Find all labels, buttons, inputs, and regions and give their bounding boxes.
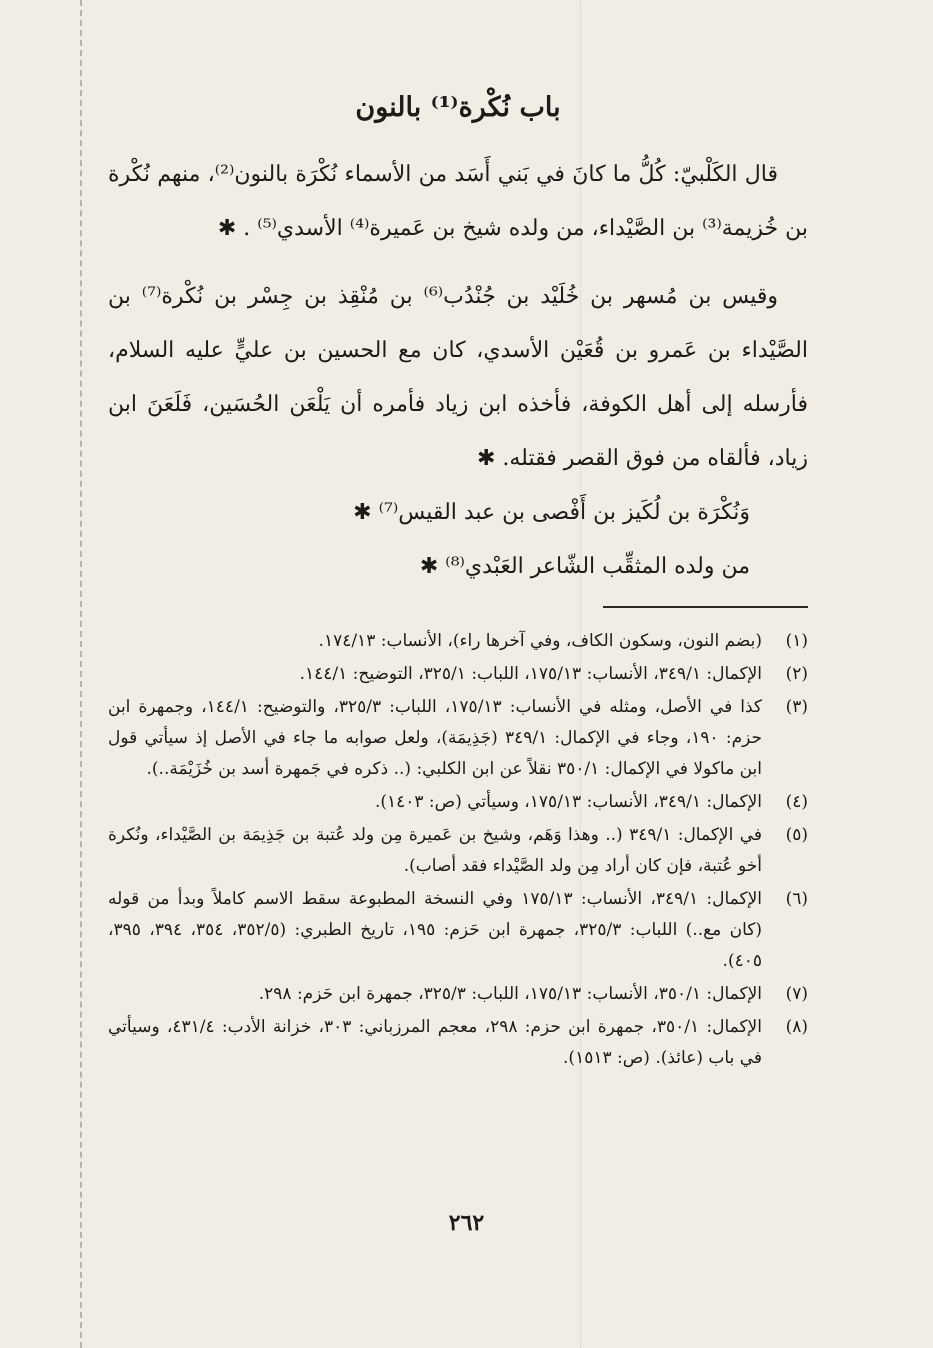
footnote-text: (بضم النون، وسكون الكاف، وفي آخرها راء)، الأنساب: ١٧٤/١٣. [318,631,762,651]
chapter-title: باب نُكْرة⁽¹⁾ بالنون [355,92,561,123]
paragraph-1: قال الكَلْبيّ: كُلُّ ما كانَ في بَني أَسَد من الأسماء نُكْرَة بالنون⁽²⁾، منهم نُكْرة بن خُزيمة⁽³⁾ بن الصَّيْداء، من ولده شيخ بن عَميرة⁽⁴⁾ الأسدي⁽⁵⁾ . ✱ [108,162,808,241]
footnote-6 [108,884,808,977]
footnote-7 [108,979,808,1010]
footnote-8 [108,1012,808,1074]
main-text [108,148,808,594]
footnote-3 [108,692,808,785]
footnote-separator [603,606,808,608]
footnote-number: (٢) [785,664,808,684]
footnote-text: الإكمال: ٣٤٩/١، الأنساب: ١٧٥/١٣، وسيأتي (ص: ١٤٠٣). [374,792,762,812]
footnote-5 [108,820,808,882]
paragraph-3: وَنُكْرَة بن لُكَيز بن أَفْصى بن عبد القيس⁽⁷⁾ ✱ [353,500,750,525]
document-page [108,88,808,1076]
footnote-text: الإكمال: ٣٥٠/١، الأنساب: ١٧٥/١٣، اللباب: ٣٢٥/٣، جمهرة ابن حَزم: ٢٩٨. [258,984,762,1004]
footnote-number: (٥) [785,825,808,845]
footnote-1 [108,626,808,657]
paragraph-4: من ولده المثقِّب الشّاعر العَبْدي⁽⁸⁾ ✱ [419,554,750,579]
footnote-number: (٨) [785,1017,808,1037]
footnotes [108,626,808,1074]
footnote-number: (٦) [785,889,808,909]
footnote-4 [108,787,808,818]
footnote-text: الإكمال: ٣٤٩/١، الأنساب: ١٧٥/١٣ وفي النسخة المطبوعة سقط الاسم كاملاً وبدأ من قوله (كان مع..) اللباب: ٣٢٥/٣، جمهرة ابن حَزم: ١٩٥، تاريخ الطبري: (٣٥٢/٥، ٣٥٤، ٣٩٤، ٣٩٥، ٤٠٥). [108,889,763,971]
footnote-text: في الإكمال: ٣٤٩/١ (.. وهذا وَهَم، وشيخ بن عَميرة مِن ولد عُتبة بن جَذِيمَة بن الصَّيْداء، ونُكرة أخو عُتبة، فإن كان أراد مِن ولد الصَّيْداء فقد أصاب). [108,825,763,876]
footnote-text: الإكمال: ٣٤٩/١، الأنساب: ١٧٥/١٣، اللباب: ٣٢٥/١، التوضيح: ١٤٤/١. [299,664,762,684]
paragraph-2: وقيس بن مُسهر بن خُلَيْد بن جُنْدُب⁽⁶⁾ بن مُنْقِذ بن جِسْر بن نُكْرة⁽⁷⁾ بن الصَّيْداء بن عَمرو بن قُعَيْن الأسدي، كان مع الحسين بن عليٍّ عليه السلام، فأرسله إلى أهل الكوفة، فأخذه ابن زياد فأمره أن يَلْعَن الحُسَين، فَلَعَنَ ابن زياد، فألقاه من فوق القصر فقتله. ✱ [108,284,808,471]
footnote-number: (٤) [785,792,808,812]
page-number: ٢٦٢ [448,1210,485,1236]
footnote-number: (٣) [785,697,808,717]
footnote-text: كذا في الأصل، ومثله في الأنساب: ١٧٥/١٣، اللباب: ٣٢٥/٣، والتوضيح: ١٤٤/١، وجمهرة ابن حزم: ١٩٠، وجاء في الإكمال: ٣٤٩/١ (جَذِيمَة)، ولعل صوابه ما جاء في الأصل إذ سيأتي قول ابن ماكولا في الإكمال: ٣٥٠/١ نقلاً عن ابن الكلبي: (.. ذكره في جَمهرة أسد بن خُزَيْمَة..). [108,697,763,779]
binding-fold-line [80,0,82,1348]
footnote-text: الإكمال: ٣٥٠/١، جمهرة ابن حزم: ٢٩٨، معجم المرزباني: ٣٠٣، خزانة الأدب: ٤٣١/٤، وسيأتي في باب (عائذ). (ص: ١٥١٣). [108,1017,762,1068]
footnote-2 [108,659,808,690]
footnote-number: (١) [785,631,808,651]
footnote-number: (٧) [785,984,808,1004]
